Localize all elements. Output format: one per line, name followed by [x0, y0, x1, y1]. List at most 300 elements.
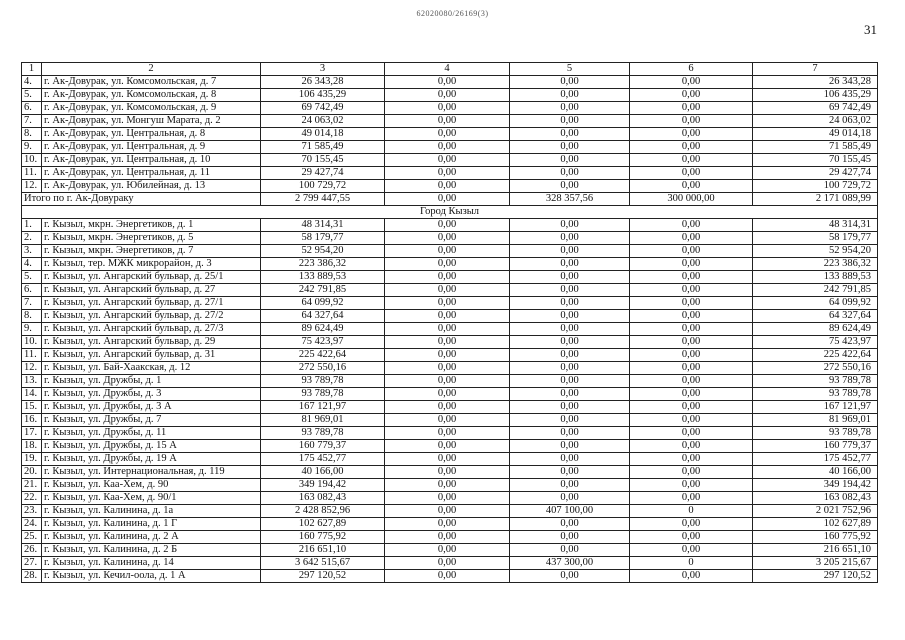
value-col4: 0,00: [385, 310, 510, 323]
value-col5: 0,00: [510, 492, 630, 505]
value-col4: 0,00: [385, 154, 510, 167]
table-row: [22, 258, 878, 271]
total-col7: 2 171 089,99: [753, 193, 878, 206]
row-number: 25.: [22, 531, 42, 544]
column-number-row: [22, 63, 878, 76]
value-col3: 106 435,29: [261, 89, 385, 102]
value-col4: 0,00: [385, 245, 510, 258]
value-col7: 81 969,01: [753, 414, 878, 427]
row-number: 9.: [22, 141, 42, 154]
address-cell: г. Кызыл, мкрн. Энергетиков, д. 7: [42, 245, 261, 258]
table-row: [22, 479, 878, 492]
row-number: 11.: [22, 349, 42, 362]
value-col4: 0,00: [385, 557, 510, 570]
value-col4: 0,00: [385, 544, 510, 557]
value-col3: 160 779,37: [261, 440, 385, 453]
value-col5: 0,00: [510, 154, 630, 167]
value-col3: 3 642 515,67: [261, 557, 385, 570]
value-col5: 0,00: [510, 297, 630, 310]
value-col4: 0,00: [385, 401, 510, 414]
address-cell: г. Кызыл, ул. Бай-Хаакская, д. 12: [42, 362, 261, 375]
value-col5: 0,00: [510, 258, 630, 271]
value-col4: 0,00: [385, 336, 510, 349]
table-row: [22, 414, 878, 427]
value-col7: 52 954,20: [753, 245, 878, 258]
value-col4: 0,00: [385, 479, 510, 492]
row-number: 16.: [22, 414, 42, 427]
value-col3: 175 452,77: [261, 453, 385, 466]
value-col7: 26 343,28: [753, 76, 878, 89]
value-col3: 52 954,20: [261, 245, 385, 258]
value-col3: 133 889,53: [261, 271, 385, 284]
value-col3: 75 423,97: [261, 336, 385, 349]
address-cell: г. Кызыл, ул. Каа-Хем, д. 90/1: [42, 492, 261, 505]
value-col5: 0,00: [510, 518, 630, 531]
value-col4: 0,00: [385, 167, 510, 180]
value-col6: 0,00: [630, 102, 753, 115]
address-cell: г. Ак-Довурак, ул. Юбилейная, д. 13: [42, 180, 261, 193]
value-col6: 0,00: [630, 362, 753, 375]
document-id: 62020080/26169(3): [416, 9, 489, 18]
value-col4: 0,00: [385, 375, 510, 388]
value-col4: 0,00: [385, 492, 510, 505]
page-number: 31: [864, 22, 877, 37]
value-col4: 0,00: [385, 180, 510, 193]
value-col6: 0,00: [630, 232, 753, 245]
value-col5: 0,00: [510, 219, 630, 232]
value-col5: 0,00: [510, 414, 630, 427]
value-col7: 93 789,78: [753, 427, 878, 440]
value-col7: 64 327,64: [753, 310, 878, 323]
value-col7: 297 120,52: [753, 570, 878, 583]
address-cell: г. Кызыл, ул. Калинина, д. 1а: [42, 505, 261, 518]
value-col5: 0,00: [510, 102, 630, 115]
value-col7: 100 729,72: [753, 180, 878, 193]
address-cell: г. Ак-Довурак, ул. Центральная, д. 9: [42, 141, 261, 154]
value-col5: 0,00: [510, 453, 630, 466]
value-col6: 0,00: [630, 479, 753, 492]
value-col5: 0,00: [510, 531, 630, 544]
register-table: [21, 62, 878, 583]
address-cell: г. Кызыл, ул. Ангарский бульвар, д. 25/1: [42, 271, 261, 284]
address-cell: г. Кызыл, ул. Ангарский бульвар, д. 27: [42, 284, 261, 297]
table-body: [22, 63, 878, 583]
value-col6: 0,00: [630, 284, 753, 297]
value-col3: 48 314,31: [261, 219, 385, 232]
address-cell: г. Кызыл, ул. Дружбы, д. 3 А: [42, 401, 261, 414]
value-col7: 29 427,74: [753, 167, 878, 180]
address-cell: г. Кызыл, ул. Ангарский бульвар, д. 27/1: [42, 297, 261, 310]
address-cell: г. Кызыл, ул. Дружбы, д. 1: [42, 375, 261, 388]
row-number: 24.: [22, 518, 42, 531]
value-col4: 0,00: [385, 297, 510, 310]
column-number: 3: [261, 63, 385, 76]
column-number: 2: [42, 63, 261, 76]
value-col6: 0,00: [630, 297, 753, 310]
value-col7: 70 155,45: [753, 154, 878, 167]
value-col4: 0,00: [385, 323, 510, 336]
value-col3: 297 120,52: [261, 570, 385, 583]
table-row: [22, 154, 878, 167]
value-col6: 0: [630, 505, 753, 518]
value-col7: 133 889,53: [753, 271, 878, 284]
value-col4: 0,00: [385, 466, 510, 479]
value-col7: 71 585,49: [753, 141, 878, 154]
value-col4: 0,00: [385, 531, 510, 544]
address-cell: г. Кызыл, ул. Интернациональная, д. 119: [42, 466, 261, 479]
value-col7: 3 205 215,67: [753, 557, 878, 570]
total-col6: 300 000,00: [630, 193, 753, 206]
section-title: Город Кызыл: [22, 206, 878, 219]
address-cell: г. Ак-Довурак, ул. Центральная, д. 11: [42, 167, 261, 180]
value-col5: 0,00: [510, 427, 630, 440]
row-number: 19.: [22, 453, 42, 466]
table-row: [22, 453, 878, 466]
address-cell: г. Кызыл, ул. Дружбы, д. 3: [42, 388, 261, 401]
value-col5: 0,00: [510, 336, 630, 349]
row-number: 12.: [22, 362, 42, 375]
table-row: [22, 427, 878, 440]
value-col7: 242 791,85: [753, 284, 878, 297]
value-col7: 75 423,97: [753, 336, 878, 349]
value-col3: 64 327,64: [261, 310, 385, 323]
row-number: 28.: [22, 570, 42, 583]
value-col4: 0,00: [385, 349, 510, 362]
value-col6: 0,00: [630, 154, 753, 167]
table-row: [22, 544, 878, 557]
value-col3: 163 082,43: [261, 492, 385, 505]
value-col5: 0,00: [510, 349, 630, 362]
value-col6: 0,00: [630, 414, 753, 427]
table-row: [22, 180, 878, 193]
column-number: 4: [385, 63, 510, 76]
value-col3: 242 791,85: [261, 284, 385, 297]
row-number: 4.: [22, 76, 42, 89]
row-number: 26.: [22, 544, 42, 557]
value-col7: 93 789,78: [753, 388, 878, 401]
value-col3: 167 121,97: [261, 401, 385, 414]
value-col3: 40 166,00: [261, 466, 385, 479]
row-number: 5.: [22, 271, 42, 284]
value-col3: 93 789,78: [261, 388, 385, 401]
table-row: [22, 284, 878, 297]
value-col6: 0,00: [630, 128, 753, 141]
value-col3: 69 742,49: [261, 102, 385, 115]
table-row: [22, 531, 878, 544]
value-col3: 272 550,16: [261, 362, 385, 375]
value-col6: 0,00: [630, 245, 753, 258]
row-number: 21.: [22, 479, 42, 492]
row-number: 7.: [22, 115, 42, 128]
address-cell: г. Кызыл, ул. Каа-Хем, д. 90: [42, 479, 261, 492]
value-col5: 0,00: [510, 89, 630, 102]
value-col5: 0,00: [510, 362, 630, 375]
value-col6: 0: [630, 557, 753, 570]
value-col6: 0,00: [630, 141, 753, 154]
value-col4: 0,00: [385, 271, 510, 284]
value-col5: 0,00: [510, 180, 630, 193]
value-col7: 64 099,92: [753, 297, 878, 310]
table-row: [22, 245, 878, 258]
value-col6: 0,00: [630, 401, 753, 414]
value-col4: 0,00: [385, 141, 510, 154]
row-number: 12.: [22, 180, 42, 193]
value-col3: 58 179,77: [261, 232, 385, 245]
total-row: [22, 193, 878, 206]
row-number: 3.: [22, 245, 42, 258]
row-number: 2.: [22, 232, 42, 245]
value-col5: 0,00: [510, 388, 630, 401]
address-cell: г. Кызыл, мкрн. Энергетиков, д. 5: [42, 232, 261, 245]
value-col3: 223 386,32: [261, 258, 385, 271]
address-cell: г. Ак-Довурак, ул. Комсомольская, д. 7: [42, 76, 261, 89]
column-number: 1: [22, 63, 42, 76]
value-col5: 0,00: [510, 570, 630, 583]
address-cell: г. Кызыл, ул. Калинина, д. 14: [42, 557, 261, 570]
value-col6: 0,00: [630, 180, 753, 193]
value-col4: 0,00: [385, 89, 510, 102]
total-col3: 2 799 447,55: [261, 193, 385, 206]
value-col6: 0,00: [630, 427, 753, 440]
value-col5: 0,00: [510, 76, 630, 89]
value-col7: 93 789,78: [753, 375, 878, 388]
value-col7: 106 435,29: [753, 89, 878, 102]
value-col3: 216 651,10: [261, 544, 385, 557]
value-col6: 0,00: [630, 89, 753, 102]
row-number: 15.: [22, 401, 42, 414]
address-cell: г. Ак-Довурак, ул. Комсомольская, д. 8: [42, 89, 261, 102]
value-col3: 349 194,42: [261, 479, 385, 492]
value-col7: 102 627,89: [753, 518, 878, 531]
value-col5: 0,00: [510, 128, 630, 141]
address-cell: г. Кызыл, ул. Ангарский бульвар, д. 29: [42, 336, 261, 349]
value-col7: 89 624,49: [753, 323, 878, 336]
value-col3: 225 422,64: [261, 349, 385, 362]
value-col4: 0,00: [385, 414, 510, 427]
value-col7: 349 194,42: [753, 479, 878, 492]
value-col6: 0,00: [630, 349, 753, 362]
value-col5: 0,00: [510, 115, 630, 128]
value-col4: 0,00: [385, 388, 510, 401]
table-row: [22, 518, 878, 531]
total-col4: 0,00: [385, 193, 510, 206]
table-row: [22, 336, 878, 349]
value-col4: 0,00: [385, 284, 510, 297]
value-col6: 0,00: [630, 115, 753, 128]
row-number: 13.: [22, 375, 42, 388]
value-col5: 0,00: [510, 466, 630, 479]
row-number: 8.: [22, 310, 42, 323]
value-col4: 0,00: [385, 232, 510, 245]
value-col5: 0,00: [510, 401, 630, 414]
address-cell: г. Ак-Довурак, ул. Комсомольская, д. 9: [42, 102, 261, 115]
total-col5: 328 357,56: [510, 193, 630, 206]
value-col7: 48 314,31: [753, 219, 878, 232]
value-col6: 0,00: [630, 271, 753, 284]
value-col7: 175 452,77: [753, 453, 878, 466]
value-col4: 0,00: [385, 115, 510, 128]
address-cell: г. Ак-Довурак, ул. Монгуш Марата, д. 2: [42, 115, 261, 128]
value-col4: 0,00: [385, 427, 510, 440]
row-number: 7.: [22, 297, 42, 310]
value-col7: 223 386,32: [753, 258, 878, 271]
value-col5: 0,00: [510, 323, 630, 336]
row-number: 22.: [22, 492, 42, 505]
value-col3: 49 014,18: [261, 128, 385, 141]
row-number: 8.: [22, 128, 42, 141]
value-col4: 0,00: [385, 518, 510, 531]
value-col3: 93 789,78: [261, 427, 385, 440]
value-col5: 0,00: [510, 245, 630, 258]
value-col7: 49 014,18: [753, 128, 878, 141]
table-row: [22, 115, 878, 128]
address-cell: г. Кызыл, ул. Калинина, д. 2 А: [42, 531, 261, 544]
address-cell: г. Кызыл, ул. Дружбы, д. 15 А: [42, 440, 261, 453]
row-number: 18.: [22, 440, 42, 453]
row-number: 14.: [22, 388, 42, 401]
value-col4: 0,00: [385, 258, 510, 271]
value-col7: 40 166,00: [753, 466, 878, 479]
value-col6: 0,00: [630, 531, 753, 544]
address-cell: г. Кызыл, ул. Кечил-оола, д. 1 А: [42, 570, 261, 583]
row-number: 17.: [22, 427, 42, 440]
value-col6: 0,00: [630, 492, 753, 505]
table-row: [22, 492, 878, 505]
value-col4: 0,00: [385, 505, 510, 518]
table-row: [22, 219, 878, 232]
value-col7: 160 775,92: [753, 531, 878, 544]
value-col3: 29 427,74: [261, 167, 385, 180]
address-cell: г. Кызыл, ул. Ангарский бульвар, д. 27/2: [42, 310, 261, 323]
value-col6: 0,00: [630, 388, 753, 401]
table-row: [22, 466, 878, 479]
value-col5: 407 100,00: [510, 505, 630, 518]
table-row: [22, 570, 878, 583]
value-col7: 163 082,43: [753, 492, 878, 505]
row-number: 6.: [22, 284, 42, 297]
value-col6: 0,00: [630, 440, 753, 453]
value-col5: 0,00: [510, 167, 630, 180]
table-row: [22, 128, 878, 141]
value-col5: 0,00: [510, 375, 630, 388]
value-col6: 0,00: [630, 518, 753, 531]
value-col4: 0,00: [385, 453, 510, 466]
value-col6: 0,00: [630, 323, 753, 336]
address-cell: г. Кызыл, ул. Калинина, д. 1 Г: [42, 518, 261, 531]
row-number: 11.: [22, 167, 42, 180]
value-col4: 0,00: [385, 362, 510, 375]
total-label: Итого по г. Ак-Довураку: [22, 193, 261, 206]
value-col4: 0,00: [385, 219, 510, 232]
address-cell: г. Ак-Довурак, ул. Центральная, д. 10: [42, 154, 261, 167]
table-row: [22, 388, 878, 401]
row-number: 6.: [22, 102, 42, 115]
column-number: 7: [753, 63, 878, 76]
value-col7: 24 063,02: [753, 115, 878, 128]
value-col3: 2 428 852,96: [261, 505, 385, 518]
address-cell: г. Кызыл, ул. Ангарский бульвар, д. 27/3: [42, 323, 261, 336]
table-row: [22, 557, 878, 570]
value-col5: 0,00: [510, 479, 630, 492]
value-col6: 0,00: [630, 466, 753, 479]
address-cell: г. Кызыл, ул. Ангарский бульвар, д. 31: [42, 349, 261, 362]
row-number: 27.: [22, 557, 42, 570]
table-row: [22, 167, 878, 180]
address-cell: г. Кызыл, мкрн. Энергетиков, д. 1: [42, 219, 261, 232]
value-col7: 272 550,16: [753, 362, 878, 375]
column-number: 5: [510, 63, 630, 76]
value-col3: 24 063,02: [261, 115, 385, 128]
section-header-row: [22, 206, 878, 219]
value-col3: 102 627,89: [261, 518, 385, 531]
address-cell: г. Кызыл, ул. Дружбы, д. 7: [42, 414, 261, 427]
row-number: 4.: [22, 258, 42, 271]
value-col3: 100 729,72: [261, 180, 385, 193]
value-col6: 0,00: [630, 219, 753, 232]
value-col4: 0,00: [385, 570, 510, 583]
value-col6: 0,00: [630, 258, 753, 271]
value-col4: 0,00: [385, 76, 510, 89]
value-col5: 0,00: [510, 232, 630, 245]
value-col3: 70 155,45: [261, 154, 385, 167]
row-number: 5.: [22, 89, 42, 102]
table-row: [22, 401, 878, 414]
table-row: [22, 232, 878, 245]
table-row: [22, 375, 878, 388]
table-row: [22, 102, 878, 115]
value-col6: 0,00: [630, 544, 753, 557]
row-number: 10.: [22, 336, 42, 349]
value-col5: 0,00: [510, 271, 630, 284]
value-col5: 0,00: [510, 284, 630, 297]
value-col5: 0,00: [510, 544, 630, 557]
table-row: [22, 440, 878, 453]
address-cell: г. Кызыл, ул. Дружбы, д. 11: [42, 427, 261, 440]
address-cell: г. Ак-Довурак, ул. Центральная, д. 8: [42, 128, 261, 141]
value-col7: 160 779,37: [753, 440, 878, 453]
value-col6: 0,00: [630, 167, 753, 180]
value-col3: 93 789,78: [261, 375, 385, 388]
value-col6: 0,00: [630, 336, 753, 349]
value-col6: 0,00: [630, 310, 753, 323]
row-number: 20.: [22, 466, 42, 479]
row-number: 23.: [22, 505, 42, 518]
value-col4: 0,00: [385, 128, 510, 141]
row-number: 1.: [22, 219, 42, 232]
value-col3: 81 969,01: [261, 414, 385, 427]
value-col7: 225 422,64: [753, 349, 878, 362]
address-cell: г. Кызыл, тер. МЖК микрорайон, д. 3: [42, 258, 261, 271]
table-row: [22, 310, 878, 323]
value-col4: 0,00: [385, 102, 510, 115]
table-row: [22, 76, 878, 89]
table-row: [22, 349, 878, 362]
value-col3: 89 624,49: [261, 323, 385, 336]
table-row: [22, 89, 878, 102]
table-row: [22, 271, 878, 284]
value-col5: 0,00: [510, 141, 630, 154]
value-col6: 0,00: [630, 453, 753, 466]
value-col3: 26 343,28: [261, 76, 385, 89]
value-col6: 0,00: [630, 76, 753, 89]
value-col5: 0,00: [510, 440, 630, 453]
value-col4: 0,00: [385, 440, 510, 453]
table-row: [22, 297, 878, 310]
row-number: 10.: [22, 154, 42, 167]
table-row: [22, 505, 878, 518]
value-col7: 69 742,49: [753, 102, 878, 115]
value-col6: 0,00: [630, 570, 753, 583]
